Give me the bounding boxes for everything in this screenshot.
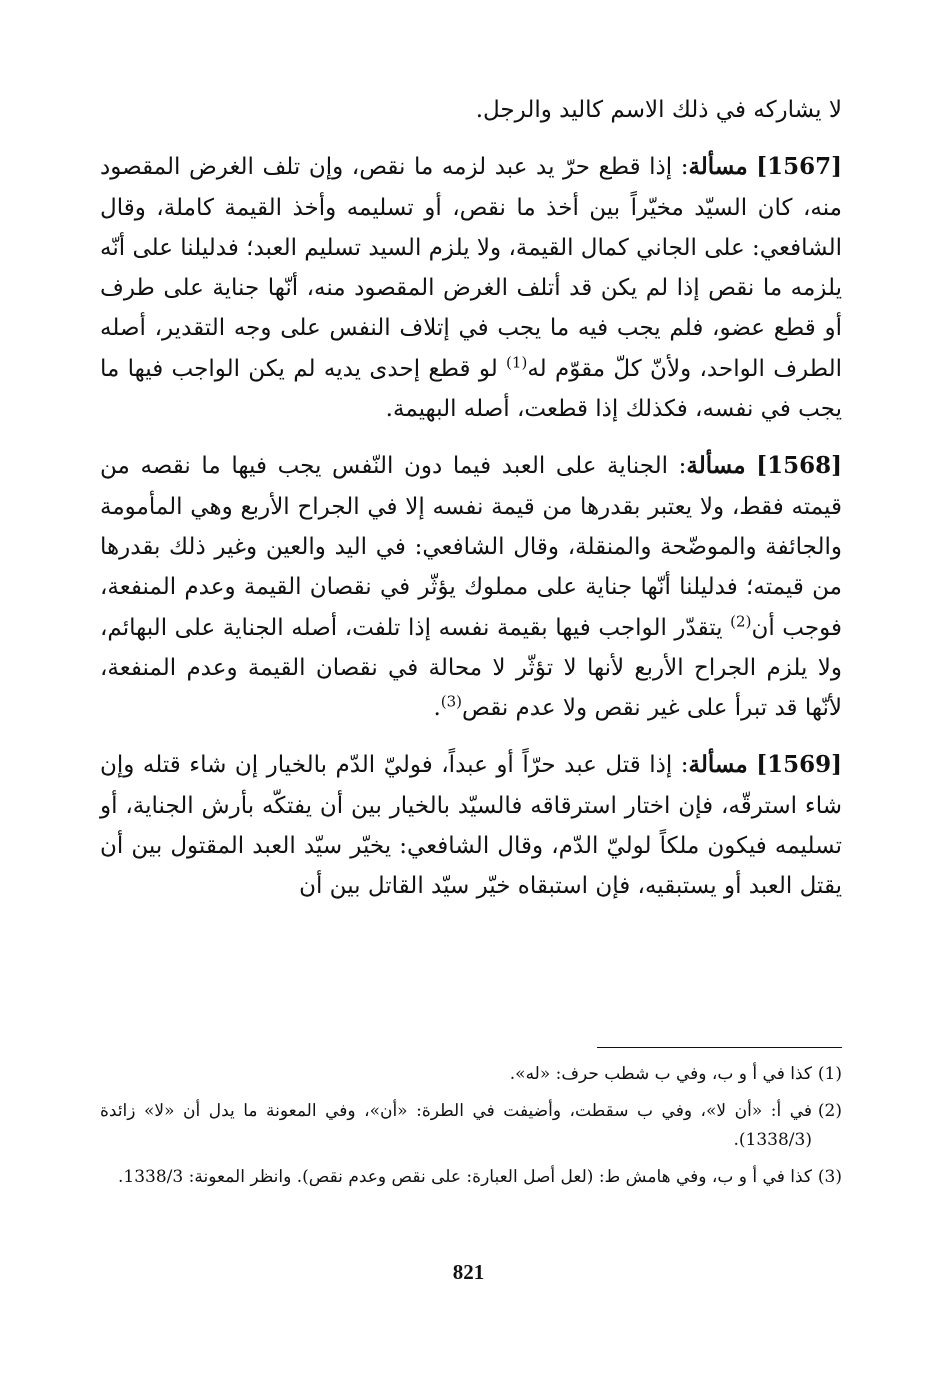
issue-1569 [100, 745, 842, 906]
main-text [100, 90, 842, 924]
footnote-1 [100, 1060, 842, 1089]
footnote-number: (2) [817, 1101, 842, 1121]
footnote-text: كذا في أ و ب، وفي ب شطب حرف: «له». [509, 1064, 812, 1084]
issue-text: : إذا قتل عبد حرّاً أو عبداً، فوليّ الدّم بالخيار إن شاء قتله وإن شاء استرقّه، فإن اختار استرقاقه فالسيّد بالخيار بين أن يفتكّه بأرش الجناية، أو تسليمه فيكون ملكاً لوليّ الدّم، وقال الشافعي: يخيّر سيّد العبد المقتول بين أن يقتل العبد أو يستبقيه، فإن استبقاه خيّر سيّد القاتل بين أن [100, 752, 842, 900]
issue-label: مسألة [688, 153, 748, 181]
issue-text-end: . [433, 695, 441, 722]
footnote-3 [100, 1163, 842, 1192]
issue-1568 [100, 446, 842, 728]
intro-line: لا يشاركه في ذلك الاسم كاليد والرجل. [475, 97, 842, 123]
page-number: 821 [452, 1260, 485, 1284]
footnotes [100, 1060, 842, 1200]
footnote-text: كذا في أ و ب، وفي هامش ط: (لعل أصل العبارة: على نقص وعدم نقص). وانظر المعونة: 1338/3. [118, 1167, 812, 1187]
footnote-ref[interactable]: (3) [440, 692, 463, 711]
issue-number: [1568] [756, 452, 843, 480]
footnote-number: (3) [817, 1167, 842, 1187]
footnote-ref[interactable]: (2) [730, 611, 752, 630]
issue-text: : إذا قطع حرّ يد عبد لزمه ما نقص، وإن تلف الغرض المقصود منه، كان السيّد مخيّراً بين أخذ ما نقص، أو تسليمه وأخذ القيمة كاملة، وقال الشافعي: على الجاني كمال القيمة، ولا يلزم السيد تسليم العبد؛ فدليلنا على أنّه يلزمه ما نقص إذا لم يكن قد أتلف الغرض المقصود منه، أنّها جناية على طرف أو قطع عضو، فلم يجب فيه ما يجب في إتلاف النفس على وجه التقدير، أصله الطرف الواحد، ولأنّ كلّ مقوّم له [100, 154, 842, 382]
issue-label: مسألة [686, 452, 746, 480]
issue-text: : الجناية على العبد فيما دون النّفس يجب فيها ما نقصه من قيمته فقط، ولا يعتبر بقدرها من قيمة نفسه إلا في الجراح الأربع وهي المأمومة والجائفة والموضّحة والمنقلة، وقال الشافعي: في اليد والعين وغير ذلك بقدرها من قيمته؛ فدليلنا أنّها جناية على مملوك يؤثّر في نقصان القيمة وعدم المنفعة، فوجب أن [100, 453, 842, 641]
issue-label: مسألة [688, 751, 748, 779]
footnote-text: في أ: «أن لا»، وفي ب سقطت، وأضيفت في الطرة: «أن»، وفي المعونة ما يدل أن «لا» زائدة (1338/3). [100, 1101, 812, 1150]
footnote-2 [100, 1097, 842, 1155]
footnote-separator [597, 1047, 842, 1048]
issue-number: [1569] [756, 751, 843, 779]
issue-text-continued: يتقدّر الواجب فيها بقيمة نفسه إذا تلفت، أصله الجناية على البهائم، ولا يلزم الجراح الأربع لأنها لا تؤثّر لا محالة في نقصان القيمة وعدم المنفعة، لأنّها قد تبرأ على غير نقص ولا عدم نقص [100, 614, 842, 722]
footnote-ref[interactable]: (1) [506, 353, 528, 372]
issue-number: [1567] [756, 153, 842, 181]
issue-text-continued: لو قطع إحدى يديه لم يكن الواجب فيها ما يجب في نفسه، فكذلك إذا قطعت، أصله البهيمة. [100, 355, 842, 423]
footnote-number: (1) [817, 1064, 842, 1084]
issue-1567 [100, 147, 842, 429]
intro-paragraph [100, 90, 842, 130]
